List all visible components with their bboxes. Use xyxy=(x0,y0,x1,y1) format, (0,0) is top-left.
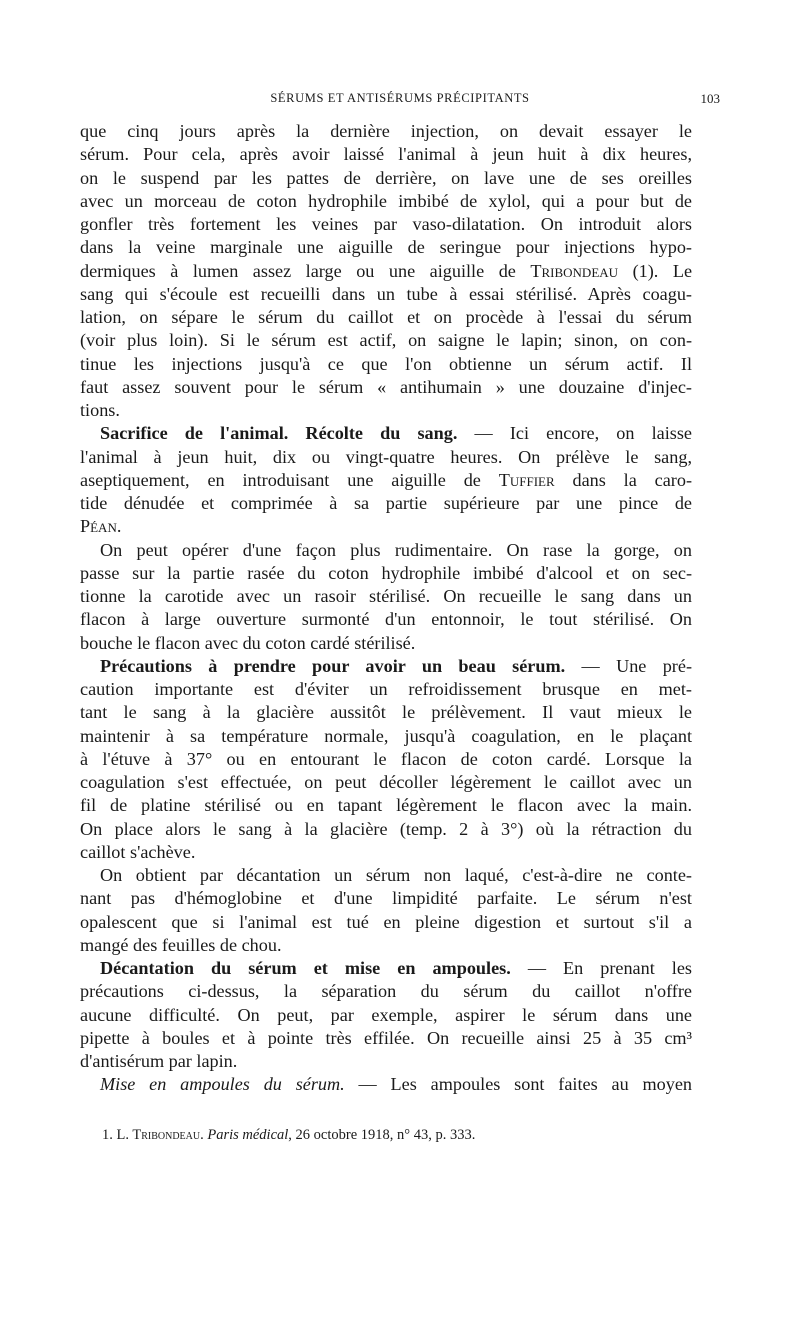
footnote-journal: Paris médical xyxy=(207,1127,289,1143)
page-number: 103 xyxy=(700,91,720,106)
text-line: tant le sang à la glacière aussitôt le prélèvement. Il vaut mieux le xyxy=(80,702,692,723)
text-line: maintenir à sa température normale, jusqu'à coagulation, en le plaçant xyxy=(80,725,692,746)
text-segment: . Le xyxy=(653,260,693,281)
author-name: Tuffier xyxy=(498,469,555,490)
text-line xyxy=(80,260,692,283)
text-line: à l'étuve à 37° ou en entourant le flacon de coton cardé. Lorsque la xyxy=(80,748,692,769)
text-line: sérum. Pour cela, après avoir laissé l'animal à jeun huit à dix heures, xyxy=(80,144,692,165)
text-line: précautions ci-dessus, la séparation du sérum du caillot n'offre xyxy=(80,981,692,1002)
text-line xyxy=(80,957,692,980)
text-segment: dermiques à lumen assez large ou une aiguille de xyxy=(80,260,516,281)
footnote-author: L. Tribondeau. xyxy=(116,1127,204,1143)
text-line: On obtient par décantation un sérum non laqué, c'est-à-dire ne conte- xyxy=(100,865,692,885)
footnote-reference: (1) xyxy=(632,260,654,281)
text-segment: — En prenant les xyxy=(527,958,692,978)
running-title: SÉRUMS ET ANTISÉRUMS PRÉCIPITANTS xyxy=(270,91,530,105)
text-line xyxy=(80,1073,692,1096)
text-line: faut assez souvent pour le sérum « antihumain » une douzaine d'injec- xyxy=(80,376,692,397)
text-segment: dans la caro- xyxy=(572,469,693,490)
text-line: On peut opérer d'une façon plus rudimentaire. On rase la gorge, on xyxy=(100,539,692,560)
running-header xyxy=(80,91,720,111)
text-line: fil de platine stérilisé ou en tapant légèrement le flacon avec la main. xyxy=(80,795,692,816)
text-line: opalescent que si l'animal est tué en pleine digestion et surtout s'il a xyxy=(80,911,692,932)
text-line: d'antisérum par lapin. xyxy=(80,1051,238,1071)
text-line: sang qui s'écoule est recueilli dans un tube à essai stérilisé. Après coagu- xyxy=(80,283,692,304)
text-line: tinue les injections jusqu'à ce que l'on obtienne un sérum actif. Il xyxy=(80,353,692,374)
text-line xyxy=(80,515,692,538)
text-line: gonfler très fortement les veines par vaso-dilatation. On introduit alors xyxy=(80,214,692,234)
footnote-number: 1. xyxy=(102,1127,113,1143)
text-segment: — Les ampoules sont faites au moyen xyxy=(358,1074,692,1095)
text-line: lation, on sépare le sérum du caillot et on procède à l'essai du sérum xyxy=(80,307,692,327)
text-line: passe sur la partie rasée du coton hydrophile imbibé d'alcool et on sec- xyxy=(80,562,692,583)
body-text xyxy=(80,120,692,1097)
text-line: pipette à boules et à pointe très effilée. On recueille ainsi 25 à 35 cm³ xyxy=(80,1027,692,1048)
text-line: avec un morceau de coton hydrophile imbibé de xylol, qui a pour but de xyxy=(80,190,692,211)
footnote-details: , 26 octobre 1918, n° 43, p. 333. xyxy=(288,1127,476,1143)
text-line: nant pas d'hémoglobine et d'une limpidité parfaite. Le sérum n'est xyxy=(80,888,692,909)
footnote xyxy=(102,1125,475,1145)
text-line: on le suspend par les pattes de derrière, on lave une de ses oreilles xyxy=(80,167,692,188)
text-line: On place alors le sang à la glacière (temp. 2 à 3°) où la rétraction du xyxy=(80,818,692,839)
text-line: dans la veine marginale une aiguille de seringue pour injections hypo- xyxy=(80,237,692,258)
section-heading: Sacrifice de l'animal. Récolte du sang. xyxy=(100,423,458,444)
text-line: que cinq jours après la dernière injection, on devait essayer le xyxy=(80,121,692,141)
text-line xyxy=(80,422,692,445)
text-segment: . xyxy=(116,516,122,537)
text-segment: aseptiquement, en introduisant une aiguille de xyxy=(80,469,481,490)
text-line: bouche le flacon avec du coton cardé stérilisé. xyxy=(80,632,416,653)
text-line: tionne la carotide avec un rasoir stérilisé. On recueille le sang dans un xyxy=(80,586,692,606)
text-line: coagulation s'est effectuée, on peut décoller légèrement le caillot avec un xyxy=(80,772,692,792)
text-line: tions. xyxy=(80,400,120,420)
text-line: caution importante est d'éviter un refroidissement brusque en met- xyxy=(80,679,692,699)
text-line: mangé des feuilles de chou. xyxy=(80,934,282,955)
text-line xyxy=(80,655,692,678)
text-line: (voir plus loin). Si le sérum est actif, on saigne le lapin; sinon, on con- xyxy=(80,330,692,351)
text-line: l'animal à jeun huit, dix ou vingt-quatre heures. On prélève le sang, xyxy=(80,446,692,467)
author-name: Péan xyxy=(80,516,117,537)
section-heading: Précautions à prendre pour avoir un beau sérum. xyxy=(100,655,566,676)
text-line xyxy=(80,469,692,492)
author-name: Tribondeau xyxy=(530,260,619,281)
section-heading: Décantation du sérum et mise en ampoules. xyxy=(100,958,511,978)
section-heading: Mise en ampoules du sérum. xyxy=(100,1074,345,1095)
text-line: flacon à large ouverture surmonté d'un entonnoir, le tout stérilisé. On xyxy=(80,609,692,630)
text-line: caillot s'achève. xyxy=(80,841,196,862)
text-segment: — Ici encore, on laisse xyxy=(474,423,692,444)
text-segment: — Une pré- xyxy=(581,655,692,676)
text-line: tide dénudée et comprimée à sa partie supérieure par une pince de xyxy=(80,493,692,513)
text-line: aucune difficulté. On peut, par exemple, aspirer le sérum dans une xyxy=(80,1004,692,1025)
